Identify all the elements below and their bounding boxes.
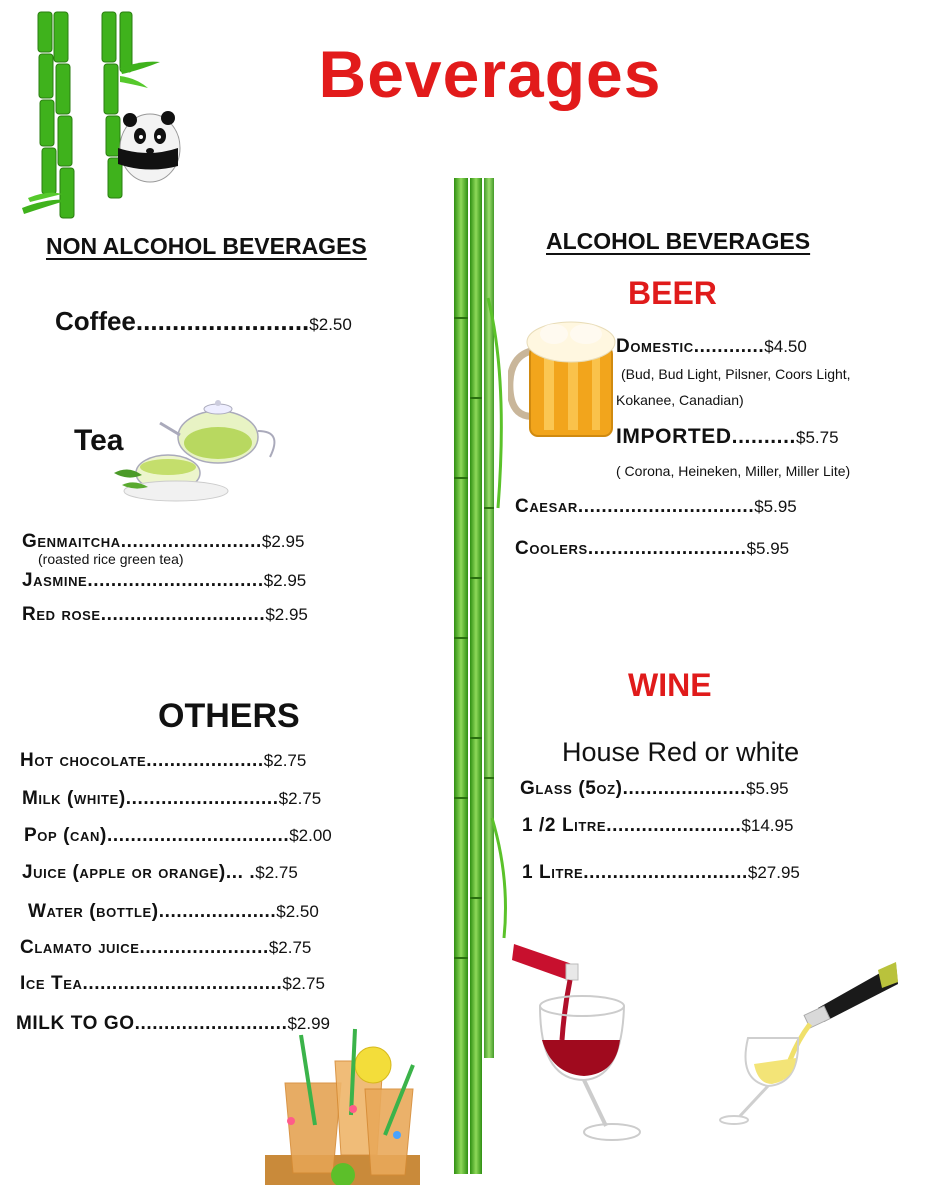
page-title: Beverages bbox=[318, 37, 662, 111]
wine-litre-label: 1 Litre bbox=[522, 862, 584, 883]
clamato-dots: ...................... bbox=[139, 937, 269, 958]
caesar-price: $5.95 bbox=[754, 497, 797, 516]
domestic-row bbox=[616, 336, 807, 358]
caesar-label: Caesar bbox=[515, 496, 578, 517]
caesar-dots: .............................. bbox=[577, 496, 755, 517]
bamboo-stalk-icon bbox=[448, 178, 512, 1174]
clamato-label: Clamato juice bbox=[20, 937, 140, 958]
genmaitcha-row bbox=[22, 531, 304, 553]
genmaitcha-label: Genmaitcha bbox=[22, 531, 121, 552]
coffee-row bbox=[55, 306, 352, 337]
water-label: Water (bottle) bbox=[28, 901, 159, 922]
wine-half-litre-price: $14.95 bbox=[741, 816, 794, 835]
domestic-dots: ............ bbox=[693, 336, 765, 357]
hot-chocolate-label: Hot chocolate bbox=[20, 750, 147, 771]
alcohol-heading: ALCOHOL BEVERAGES bbox=[546, 228, 811, 254]
juice-label: Juice (apple or orange) bbox=[22, 862, 226, 883]
others-row bbox=[24, 825, 332, 847]
pop-dots: ............................... bbox=[106, 825, 290, 846]
domestic-note-1: (Bud, Bud Light, Pilsner, Coors Light, bbox=[621, 366, 851, 382]
wine-half-litre-dots: ....................... bbox=[606, 815, 742, 836]
wine-glass-price: $5.95 bbox=[746, 779, 789, 798]
coolers-label: Coolers bbox=[515, 538, 588, 559]
wine-litre-dots: ............................ bbox=[583, 862, 748, 883]
jasmine-label: Jasmine bbox=[22, 570, 88, 591]
house-wine-label: House Red or white bbox=[562, 737, 800, 767]
red-rose-row bbox=[22, 604, 308, 626]
imported-label: IMPORTED bbox=[616, 425, 732, 448]
others-row bbox=[20, 750, 306, 772]
genmaitcha-dots: ........................ bbox=[120, 531, 262, 552]
milk-price: $2.75 bbox=[278, 789, 322, 808]
others-row bbox=[22, 788, 321, 810]
ice-tea-dots: .................................. bbox=[82, 973, 283, 994]
wine-half-litre-row bbox=[522, 815, 793, 837]
caesar-row bbox=[515, 496, 797, 518]
milk-label: Milk (white) bbox=[22, 788, 126, 809]
non-alcohol-heading: NON ALCOHOL BEVERAGES bbox=[46, 233, 367, 259]
domestic-label: Domestic bbox=[616, 336, 694, 357]
wine-half-litre-label: 1 /2 Litre bbox=[522, 815, 607, 836]
imported-row bbox=[616, 425, 839, 449]
genmaitcha-note: (roasted rice green tea) bbox=[38, 551, 184, 567]
jasmine-row bbox=[22, 570, 306, 592]
others-row bbox=[22, 862, 298, 884]
wine-glass-label: Glass (5oz) bbox=[520, 778, 623, 799]
genmaitcha-price: $2.95 bbox=[261, 532, 305, 551]
water-dots: .................... bbox=[158, 901, 277, 922]
others-row bbox=[20, 973, 325, 995]
pop-label: Pop (can) bbox=[24, 825, 107, 846]
jasmine-dots: .............................. bbox=[87, 570, 264, 591]
bamboo-panda-icon bbox=[18, 8, 186, 222]
coolers-price: $5.95 bbox=[746, 539, 790, 558]
others-row bbox=[28, 901, 319, 923]
coffee-dots: ........................ bbox=[135, 306, 310, 336]
teapot-icon bbox=[108, 395, 283, 507]
tea-heading: Tea bbox=[74, 424, 124, 457]
wine-litre-price: $27.95 bbox=[747, 863, 800, 882]
iced-tea-icon bbox=[265, 1025, 420, 1185]
coffee-price: $2.50 bbox=[309, 315, 352, 334]
pop-price: $2.00 bbox=[289, 826, 332, 845]
ice-tea-price: $2.75 bbox=[282, 974, 325, 993]
ice-tea-label: Ice Tea bbox=[20, 973, 83, 994]
milk-to-go-dots: .......................... bbox=[134, 1013, 288, 1034]
water-price: $2.50 bbox=[276, 902, 319, 921]
coolers-row bbox=[515, 538, 789, 560]
red-rose-dots: ............................ bbox=[100, 604, 266, 625]
milk-to-go-label: MILK TO GO bbox=[16, 1013, 135, 1034]
red-wine-icon bbox=[512, 940, 647, 1150]
coffee-label: Coffee bbox=[55, 306, 136, 336]
milk-dots: .......................... bbox=[125, 788, 279, 809]
others-heading: OTHERS bbox=[158, 697, 300, 735]
others-row bbox=[20, 937, 311, 959]
wine-glass-row bbox=[520, 778, 789, 800]
wine-glass-dots: ..................... bbox=[622, 778, 747, 799]
hot-chocolate-dots: .................... bbox=[146, 750, 264, 771]
imported-dots: .......... bbox=[731, 425, 796, 448]
beer-heading: BEER bbox=[628, 275, 717, 311]
wine-litre-row bbox=[522, 862, 800, 884]
milk-to-go-price: $2.99 bbox=[287, 1014, 330, 1033]
red-rose-label: Red rose bbox=[22, 604, 101, 625]
beer-mug-icon bbox=[508, 320, 620, 442]
wine-heading: WINE bbox=[628, 667, 712, 703]
imported-price: $5.75 bbox=[796, 428, 839, 447]
domestic-note-2: Kokanee, Canadian) bbox=[616, 392, 744, 408]
coolers-dots: ........................... bbox=[587, 538, 747, 559]
hot-chocolate-price: $2.75 bbox=[263, 751, 307, 770]
juice-dots: ... . bbox=[225, 862, 256, 883]
clamato-price: $2.75 bbox=[268, 938, 312, 957]
juice-price: $2.75 bbox=[255, 863, 298, 882]
imported-note: ( Corona, Heineken, Miller, Miller Lite) bbox=[616, 463, 851, 479]
white-wine-icon bbox=[718, 960, 898, 1125]
red-rose-price: $2.95 bbox=[265, 605, 308, 624]
domestic-price: $4.50 bbox=[764, 337, 807, 356]
jasmine-price: $2.95 bbox=[263, 571, 307, 590]
